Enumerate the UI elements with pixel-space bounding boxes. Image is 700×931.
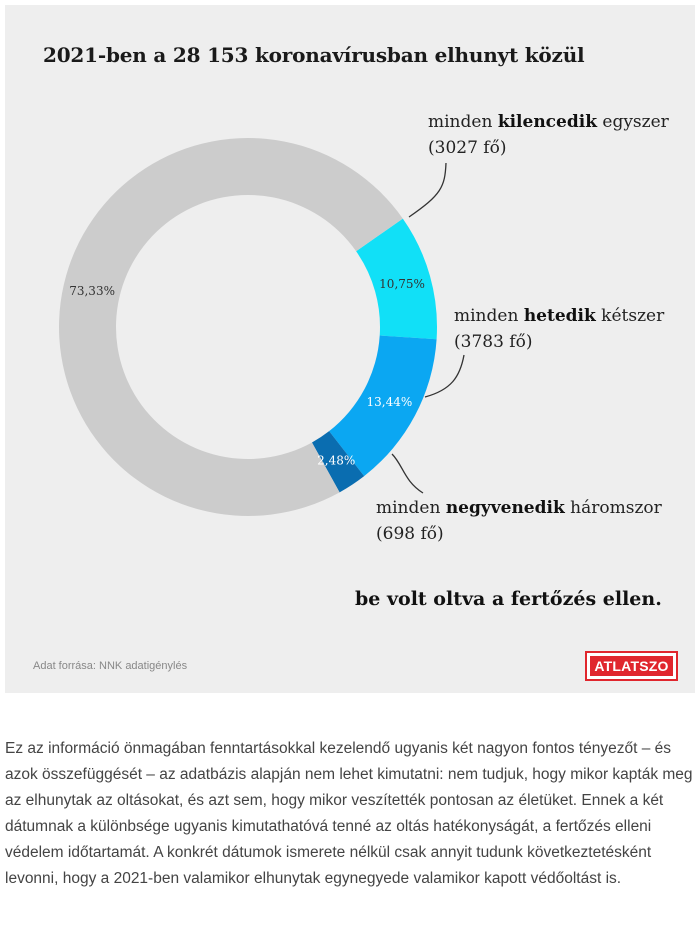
connector-kilencedik	[409, 163, 446, 217]
slice-label-1: 13,44%	[366, 394, 413, 409]
slice-label-0: 10,75%	[379, 276, 425, 291]
connector-negyvenedik	[392, 454, 423, 493]
donut-slices	[59, 138, 437, 516]
article-paragraph: Ez az információ önmagában fenntartásokkal kezelendő ugyanis két nagyon fontos tényezőt – és azok összefüggését – az adatbázis alapján nem lehet kimutatni: nem tudjuk, hogy mikor kapták meg az elhunytak az oltásokat, és azt sem, hogy mikor veszítették pontosan az életüket. Ennek a két dátumnak a különbsége ugyanis kimutathatóvá tenné az oltás hatékonyságát, a fertőzés elleni védelem időtartamát. A konkrét dátumok ismerete nélkül csak annyit tudunk következtetésként levonni, hogy a 2021-ben valamikor elhunytak egynegyede valamikor kapott védőoltást is.	[5, 740, 693, 887]
annotation-hetedik: minden hetedik kétszer (3783 fő)	[454, 303, 664, 355]
chart-card	[5, 5, 695, 693]
annotation-count: (3783 fő)	[454, 332, 533, 352]
slice-label-2: 2,48%	[317, 453, 356, 468]
slice-label-3: 73,33%	[69, 283, 115, 298]
annotation-count: (3027 fő)	[428, 138, 507, 158]
atlatszo-logo[interactable]: ATLATSZO	[585, 651, 678, 681]
annotation-count: (698 fő)	[376, 524, 444, 544]
chart-title: 2021-ben a 28 153 koronavírusban elhunyt közül	[43, 43, 585, 67]
data-source: Adat forrása: NNK adatigénylés	[33, 660, 188, 672]
annotation-negyvenedik: minden negyvenedik háromszor (698 fő)	[376, 495, 662, 547]
annotation-kilencedik: minden kilencedik egyszer (3027 fő)	[428, 109, 669, 161]
chart-conclusion: be volt oltva a fertőzés ellen.	[355, 588, 662, 610]
